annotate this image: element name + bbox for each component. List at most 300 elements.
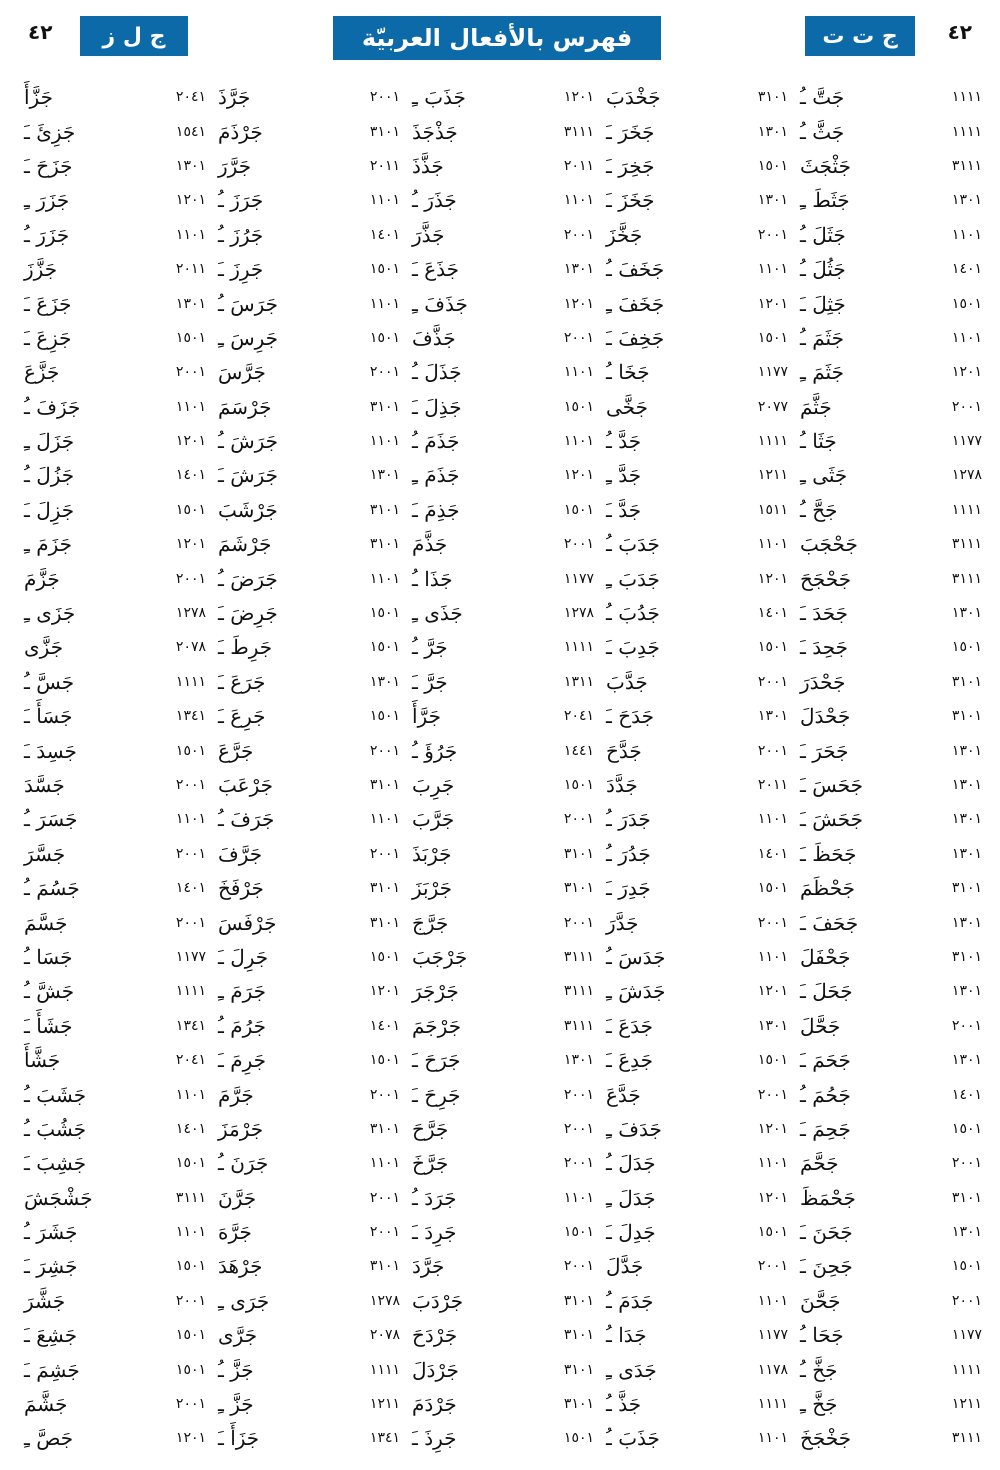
verb-pattern-code: ٢٠٠١ xyxy=(757,673,788,690)
verb-pattern-code: ١٥٠١ xyxy=(369,948,400,965)
verb-word: جَرْبَزَ xyxy=(412,876,452,901)
verb-pattern-code: ٣١٠١ xyxy=(563,1361,594,1378)
verb-word: جَرَّ ـُ xyxy=(412,635,448,660)
verb-word: جَشَّأَ xyxy=(24,1048,61,1073)
verb-entry xyxy=(18,1284,212,1318)
verb-pattern-code: ١٢٧٨ xyxy=(175,605,206,622)
verb-pattern-code: ١٤٠١ xyxy=(757,845,788,862)
verb-entry xyxy=(406,1352,600,1386)
verb-word: جَرَشَ ـَ xyxy=(218,463,279,488)
verb-pattern-code: ١٣٠١ xyxy=(757,1017,788,1034)
verb-entry xyxy=(600,527,794,561)
verb-word: جَرَشَ ـُ xyxy=(218,429,279,454)
verb-entry xyxy=(794,527,988,561)
verb-entry xyxy=(600,561,794,595)
verb-entry xyxy=(212,768,406,802)
verb-pattern-code: ١٤٠١ xyxy=(757,605,788,622)
verb-pattern-code: ١١١١ xyxy=(563,639,594,656)
verb-word: جَدَّدَ xyxy=(606,773,638,797)
verb-pattern-code: ١١٠١ xyxy=(563,433,594,450)
verb-pattern-code: ١١٧٧ xyxy=(951,433,982,450)
verb-entry xyxy=(406,252,600,286)
page-number-left: ٤٢ xyxy=(28,20,53,44)
verb-pattern-code: ١١١١ xyxy=(175,673,206,690)
verb-entry xyxy=(18,1387,212,1421)
verb-pattern-code: ٢٠٠١ xyxy=(563,1120,594,1137)
verb-pattern-code: ١٣٤١ xyxy=(175,1017,206,1034)
verb-entry xyxy=(794,630,988,664)
verb-entry xyxy=(406,871,600,905)
verb-word: جَرَّهَ xyxy=(218,1220,252,1245)
verb-pattern-code: ١٤٠١ xyxy=(175,1120,206,1137)
verb-pattern-code: ٢٠٠١ xyxy=(175,777,206,793)
verb-word: جَزَعَ ـَ xyxy=(24,291,72,316)
verb-entry xyxy=(212,699,406,733)
verb-pattern-code: ١١٧٨ xyxy=(757,1361,788,1378)
verb-entry xyxy=(406,1077,600,1111)
verb-pattern-code: ١٢٠١ xyxy=(757,1120,788,1137)
verb-entry xyxy=(794,1112,988,1146)
page-header xyxy=(0,0,1000,70)
verb-entry xyxy=(212,596,406,630)
verb-entry xyxy=(794,458,988,492)
verb-entry xyxy=(794,905,988,939)
verb-pattern-code: ٣١٠١ xyxy=(369,777,400,793)
verb-pattern-code: ١٣٠١ xyxy=(757,192,788,209)
verb-word: جَرِسَ ـِ xyxy=(218,325,279,350)
verb-word: جَحَا ـُ xyxy=(800,1323,844,1348)
verb-entry xyxy=(406,1249,600,1283)
verb-pattern-code: ٢٠١١ xyxy=(563,157,594,174)
verb-pattern-code: ١٢٧٨ xyxy=(369,1292,400,1309)
verb-word: جَحَمَ ـَ xyxy=(800,1048,851,1073)
verb-pattern-code: ١٥٠١ xyxy=(563,777,594,793)
verb-pattern-code: ١١٠١ xyxy=(951,226,982,243)
verb-entry xyxy=(794,1421,988,1455)
verb-word: جَشَرَ ـُ xyxy=(24,1220,78,1245)
verb-pattern-code: ١٥٠١ xyxy=(175,742,206,759)
verb-pattern-code: ١٢٠١ xyxy=(563,467,594,484)
verb-pattern-code: ١١٠١ xyxy=(369,295,400,312)
verb-entry xyxy=(18,871,212,905)
verb-entry xyxy=(600,1146,794,1180)
verb-entry xyxy=(794,424,988,458)
verb-entry xyxy=(794,355,988,389)
verb-pattern-code: ٢٠٠١ xyxy=(563,329,594,346)
verb-word: جَشِبَ ـَ xyxy=(24,1151,87,1176)
verb-word: جَحْدَلَ xyxy=(800,704,851,729)
verb-entry xyxy=(18,630,212,664)
verb-pattern-code: ١٥٠١ xyxy=(369,605,400,622)
verb-entry xyxy=(212,665,406,699)
verb-pattern-code: ١٥٠١ xyxy=(563,1224,594,1241)
verb-pattern-code: ٢٠٠١ xyxy=(369,742,400,759)
verb-pattern-code: ٣١١١ xyxy=(951,570,982,587)
verb-entry xyxy=(406,1146,600,1180)
verb-pattern-code: ١٥٠١ xyxy=(563,1430,594,1447)
verb-pattern-code: ٢٠٠١ xyxy=(951,398,982,415)
verb-pattern-code: ١٣٤١ xyxy=(175,708,206,725)
verb-entry xyxy=(18,1181,212,1215)
verb-pattern-code: ١٢٧٨ xyxy=(563,605,594,622)
verb-entry xyxy=(600,1249,794,1283)
verb-word: جَرَّسَ xyxy=(218,360,266,385)
verb-entry xyxy=(212,940,406,974)
verb-word: جَزَفَ ـُ xyxy=(24,394,81,419)
verb-pattern-code: ١٢٠١ xyxy=(175,433,206,450)
verb-word: جَرْفَسَ xyxy=(218,910,277,935)
verb-entry xyxy=(212,80,406,114)
verb-entry xyxy=(406,218,600,252)
verb-word: جَذَمَ ـِ xyxy=(412,463,460,488)
verb-entry xyxy=(212,1043,406,1077)
verb-entry xyxy=(406,149,600,183)
verb-word: جَحْجَحَ xyxy=(800,566,852,591)
verb-entry xyxy=(600,1215,794,1249)
verb-entry xyxy=(18,1318,212,1352)
verb-word: جَرْسَمَ xyxy=(218,394,272,419)
verb-word: جَرَى ـِ xyxy=(218,1288,270,1313)
verb-entry xyxy=(18,527,212,561)
verb-entry xyxy=(600,1112,794,1146)
verb-pattern-code: ١٢٠١ xyxy=(757,295,788,312)
verb-entry xyxy=(18,286,212,320)
verb-entry xyxy=(794,493,988,527)
verb-word: جَزَّ ـِ xyxy=(218,1392,254,1417)
verb-entry xyxy=(600,1284,794,1318)
verb-entry xyxy=(18,355,212,389)
verb-word: جَرْجَرَ xyxy=(412,979,459,1004)
verb-word: جَحِنَ ـَ xyxy=(800,1254,853,1279)
verb-word: جَثُلَ ـُ xyxy=(800,257,846,282)
verb-pattern-code: ١٥٠١ xyxy=(757,157,788,174)
verb-word: جَرَّجَ xyxy=(412,910,449,935)
verb-pattern-code: ٣١١١ xyxy=(563,1017,594,1034)
verb-entry xyxy=(600,252,794,286)
verb-entry xyxy=(600,665,794,699)
verb-pattern-code: ١٥٠١ xyxy=(175,1361,206,1378)
verb-entry xyxy=(794,1146,988,1180)
verb-word: جَخَّزَ xyxy=(606,222,643,247)
verb-word: جَرِلَ ـَ xyxy=(218,944,269,969)
verb-pattern-code: ٣١١١ xyxy=(951,157,982,174)
verb-pattern-code: ١٢٠١ xyxy=(951,364,982,381)
verb-entry xyxy=(406,527,600,561)
verb-entry xyxy=(794,1043,988,1077)
verb-pattern-code: ١٥٠١ xyxy=(951,1120,982,1137)
verb-word: جَدَبَ ـِ xyxy=(606,566,660,591)
verb-entry xyxy=(18,1043,212,1077)
verb-entry xyxy=(600,321,794,355)
verb-word: جَخَّ ـُ xyxy=(800,1357,838,1382)
verb-pattern-code: ٢٠٠١ xyxy=(563,226,594,243)
verb-pattern-code: ٢٠٠١ xyxy=(175,914,206,931)
verb-pattern-code: ١٣٠١ xyxy=(951,983,982,1000)
verb-word: جَحَّ ـُ xyxy=(800,497,838,522)
verb-entry xyxy=(794,561,988,595)
verb-word: جَحَّمَ xyxy=(800,1151,839,1176)
verb-entry xyxy=(794,218,988,252)
verb-pattern-code: ١٥٠١ xyxy=(369,261,400,278)
verb-word: جَشُبَ ـُ xyxy=(24,1116,87,1141)
verb-entry xyxy=(600,1318,794,1352)
verb-entry xyxy=(212,493,406,527)
verb-word: جَحِدَ ـَ xyxy=(800,635,848,660)
verb-entry xyxy=(18,321,212,355)
verb-entry xyxy=(600,940,794,974)
verb-word: جَرَفَ ـُ xyxy=(218,807,275,832)
verb-word: جَرِدَ ـَ xyxy=(412,1220,457,1245)
verb-word: جَرْمَزَ xyxy=(218,1116,264,1141)
verb-entry xyxy=(794,80,988,114)
verb-word: جَدَسَ ـُ xyxy=(606,944,666,969)
verb-entry xyxy=(600,1181,794,1215)
verb-pattern-code: ٣١٠١ xyxy=(563,1396,594,1413)
verb-entry xyxy=(794,871,988,905)
verb-pattern-code: ٢٠٠١ xyxy=(175,570,206,587)
verb-pattern-code: ١٥٠١ xyxy=(175,1258,206,1275)
verb-pattern-code: ٣١١١ xyxy=(951,536,982,553)
verb-entry xyxy=(600,905,794,939)
verb-entry xyxy=(212,1146,406,1180)
verb-word: جَشَبَ ـُ xyxy=(24,1082,87,1107)
verb-entry xyxy=(794,252,988,286)
verb-word: جَزَّعَ xyxy=(24,360,60,385)
verb-entry xyxy=(212,114,406,148)
verb-word: جَثَلَ ـُ xyxy=(800,222,846,247)
verb-pattern-code: ٢٠٠١ xyxy=(563,536,594,553)
verb-word: جَشَّرَ xyxy=(24,1288,66,1313)
verb-word: جَذَى ـِ xyxy=(412,601,463,626)
verb-pattern-code: ٢٠٠١ xyxy=(369,1086,400,1103)
verb-word: جَرْدَبَ xyxy=(412,1288,464,1313)
verb-pattern-code: ١٥٠١ xyxy=(951,639,982,656)
verb-word: جَخِرَ ـَ xyxy=(606,153,655,178)
verb-word: جَذَعَ ـَ xyxy=(412,257,460,282)
verb-pattern-code: ١٢٠١ xyxy=(757,1189,788,1206)
verb-pattern-code: ١٥٠١ xyxy=(369,708,400,725)
verb-pattern-code: ٣١٠١ xyxy=(369,536,400,553)
verb-entry xyxy=(600,183,794,217)
verb-word: جَرَّ ـَ xyxy=(412,669,448,694)
verb-pattern-code: ١١٠١ xyxy=(757,811,788,828)
verb-word: جَزَمَ ـِ xyxy=(24,532,72,557)
verb-entry xyxy=(406,733,600,767)
verb-word: جَثَّ ـُ xyxy=(800,119,845,144)
verb-word: جَذَلَ ـُ xyxy=(412,360,462,385)
verb-pattern-code: ١٣٠١ xyxy=(757,708,788,725)
verb-word: جَرَسَ ـُ xyxy=(218,291,279,316)
verb-word: جَرْدَلَ xyxy=(412,1357,459,1382)
verb-pattern-code: ٢٠٠١ xyxy=(369,89,400,106)
verb-entry xyxy=(794,183,988,217)
verb-word: جَزَرَ ـِ xyxy=(24,188,70,213)
verb-entry xyxy=(212,183,406,217)
verb-word: جَزُلَ ـُ xyxy=(24,463,75,488)
verb-entry xyxy=(212,1181,406,1215)
verb-word: جَرَضَ ـُ xyxy=(218,566,278,591)
verb-entry xyxy=(794,837,988,871)
verb-word: جَخَفَ ـِ xyxy=(606,291,665,316)
verb-entry xyxy=(212,905,406,939)
verb-pattern-code: ١١٠١ xyxy=(757,261,788,278)
verb-pattern-code: ٣١٠١ xyxy=(951,880,982,897)
verb-entry xyxy=(18,561,212,595)
verb-entry xyxy=(600,630,794,664)
verb-word: جَرِزَ ـَ xyxy=(218,257,264,282)
verb-pattern-code: ١٥٠١ xyxy=(757,1052,788,1069)
verb-entry xyxy=(794,114,988,148)
verb-entry xyxy=(18,114,212,148)
verb-word: جَرِمَ ـَ xyxy=(218,1048,266,1073)
verb-entry xyxy=(18,1352,212,1386)
verb-word: جَخَفَ ـُ xyxy=(606,257,665,282)
verb-word: جَدَّحَ xyxy=(606,738,642,763)
verb-entry xyxy=(18,699,212,733)
verb-word: جَذَّفَ xyxy=(412,325,456,350)
verb-entry xyxy=(18,183,212,217)
verb-word: جَحَّلَ xyxy=(800,1013,841,1038)
verb-entry xyxy=(600,1387,794,1421)
verb-pattern-code: ١٣٠١ xyxy=(369,467,400,484)
verb-pattern-code: ١١٠١ xyxy=(563,364,594,381)
verb-word: جَزِئَ ـَ xyxy=(24,119,76,144)
verb-entry xyxy=(794,665,988,699)
verb-entry xyxy=(794,286,988,320)
verb-pattern-code: ١٥٠١ xyxy=(175,501,206,518)
verb-pattern-code: ٣١٠١ xyxy=(369,1258,400,1275)
verb-word: جَحُمَ ـُ xyxy=(800,1082,851,1107)
verb-entry xyxy=(600,458,794,492)
verb-entry xyxy=(212,1249,406,1283)
verb-entry xyxy=(212,458,406,492)
verb-word: جَزَّى xyxy=(24,635,64,660)
verb-word: جَرَّنَ xyxy=(218,1185,257,1210)
verb-word: جَحَنَ ـَ xyxy=(800,1220,853,1245)
verb-pattern-code: ١١٠١ xyxy=(369,1155,400,1172)
verb-entry xyxy=(212,286,406,320)
verb-word: جَخِفَ ـَ xyxy=(606,325,665,350)
verb-entry xyxy=(18,1077,212,1111)
verb-entry xyxy=(18,665,212,699)
verb-pattern-code: ١١٠١ xyxy=(369,192,400,209)
verb-entry xyxy=(18,1009,212,1043)
verb-entry xyxy=(406,183,600,217)
verb-entry xyxy=(18,218,212,252)
verb-word: جَدَعَ ـَ xyxy=(606,1013,654,1038)
verb-pattern-code: ١٢٠١ xyxy=(757,570,788,587)
verb-pattern-code: ٢٠٠١ xyxy=(369,1224,400,1241)
verb-entry xyxy=(600,286,794,320)
verb-pattern-code: ١١٠١ xyxy=(563,192,594,209)
verb-pattern-code: ١١٠١ xyxy=(757,948,788,965)
verb-pattern-code: ١٣٤١ xyxy=(369,1430,400,1447)
verb-word: جَذِلَ ـَ xyxy=(412,394,462,419)
verb-pattern-code: ١١٧٧ xyxy=(757,1327,788,1344)
verb-pattern-code: ١٥٠١ xyxy=(563,501,594,518)
verb-word: جَرَّى xyxy=(218,1323,258,1348)
verb-entry xyxy=(794,699,988,733)
verb-pattern-code: ١٣٠١ xyxy=(951,1052,982,1069)
verb-pattern-code: ٣١٠١ xyxy=(951,708,982,725)
verb-word: جَرَّحَ xyxy=(412,1116,449,1141)
verb-word: جَرْشَمَ xyxy=(218,532,272,557)
verb-entry xyxy=(406,802,600,836)
verb-word: جَحْجَبَ xyxy=(800,532,858,557)
verb-entry xyxy=(406,665,600,699)
verb-entry xyxy=(600,802,794,836)
verb-word: جَدَّرَ xyxy=(606,910,639,935)
verb-entry xyxy=(600,699,794,733)
verb-entry xyxy=(212,527,406,561)
verb-word: جَحَفَ ـَ xyxy=(800,910,859,935)
verb-word: جَخْدَبَ xyxy=(606,85,661,110)
verb-pattern-code: ٢٠٠١ xyxy=(757,914,788,931)
verb-word: جَرَّأَ xyxy=(412,704,441,729)
verb-word: جَشَّ ـُ xyxy=(24,979,75,1004)
verb-word: جَسُمَ ـُ xyxy=(24,876,80,901)
verb-word: جَذَّمَ xyxy=(412,532,448,557)
verb-entry xyxy=(406,286,600,320)
verb-entry xyxy=(18,80,212,114)
verb-word: جَثْجَثَ xyxy=(800,153,851,178)
verb-pattern-code: ١١٠١ xyxy=(369,570,400,587)
verb-pattern-code: ١٥٠١ xyxy=(757,1224,788,1241)
verb-word: جَرِضَ ـَ xyxy=(218,601,278,626)
verb-entry xyxy=(212,1112,406,1146)
verb-word: جَدُرَ ـُ xyxy=(606,841,651,866)
verb-word: جَثَّمَ xyxy=(800,394,832,419)
verb-entry xyxy=(18,768,212,802)
verb-pattern-code: ١١١١ xyxy=(951,1361,982,1378)
verb-pattern-code: ٢٠٠١ xyxy=(563,1086,594,1103)
verb-pattern-code: ١٣٠١ xyxy=(951,845,982,862)
verb-word: جَدَفَ ـِ xyxy=(606,1116,662,1141)
verb-entry xyxy=(212,1352,406,1386)
verb-word: جَحَسَ ـَ xyxy=(800,773,863,797)
verb-entry xyxy=(794,1249,988,1283)
verb-pattern-code: ١٣٠١ xyxy=(757,123,788,140)
verb-word: جَذَبَ ـُ xyxy=(606,1426,660,1451)
verb-pattern-code: ٣١٠١ xyxy=(369,398,400,415)
verb-word: جَحْفَلَ xyxy=(800,944,851,969)
verb-entry xyxy=(406,699,600,733)
verb-entry xyxy=(406,1318,600,1352)
verb-pattern-code: ١٤٠١ xyxy=(175,467,206,484)
verb-pattern-code: ٢٠٠١ xyxy=(563,1155,594,1172)
verb-word: جَسَّرَ xyxy=(24,841,66,866)
verb-word: جَرَعَ ـَ xyxy=(218,669,266,694)
verb-entry xyxy=(18,596,212,630)
verb-word: جَحِمَ ـَ xyxy=(800,1116,851,1141)
verb-entry xyxy=(794,1181,988,1215)
verb-entry xyxy=(212,1387,406,1421)
verb-word: جَزَأَ ـَ xyxy=(218,1426,260,1451)
verb-pattern-code: ١٥٤١ xyxy=(175,123,206,140)
verb-word: جَسَا ـُ xyxy=(24,944,73,969)
page-title: فهرس بالأفعال العربيّة xyxy=(333,16,661,60)
verb-pattern-code: ١٣٠١ xyxy=(951,1224,982,1241)
verb-word: جَدَّ ـَ xyxy=(606,497,642,522)
verb-entry xyxy=(794,733,988,767)
verb-word: جَدَشَ ـِ xyxy=(606,979,666,1004)
verb-entry xyxy=(212,1215,406,1249)
verb-pattern-code: ٢٠٠١ xyxy=(369,1189,400,1206)
verb-pattern-code: ١١٠١ xyxy=(369,433,400,450)
verb-pattern-code: ١١٠١ xyxy=(175,1086,206,1103)
verb-entry xyxy=(18,1215,212,1249)
verb-pattern-code: ١٢٠١ xyxy=(563,89,594,106)
